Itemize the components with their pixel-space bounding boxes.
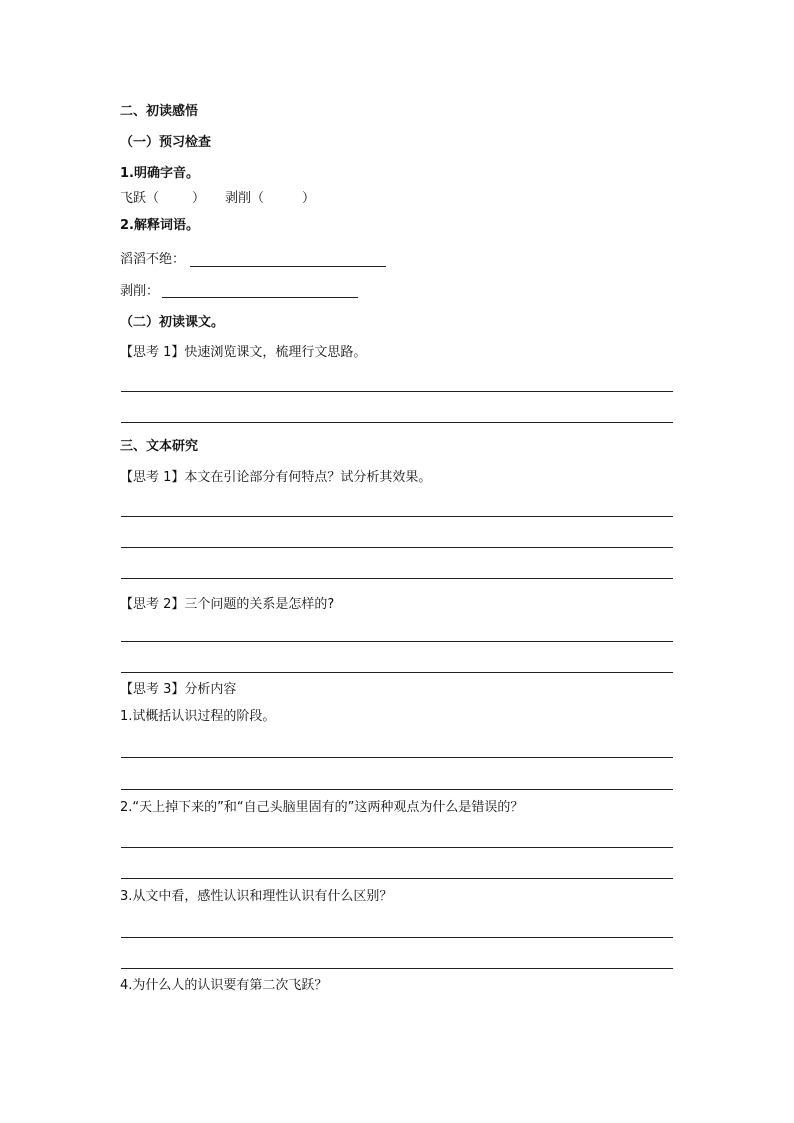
subheading-first-reading: （二）初读课文。 (120, 315, 225, 330)
section-heading-initial-reading: 二、初读感悟 (120, 104, 199, 119)
word-boxue: 剥削（ (225, 191, 265, 206)
word-feiyue-close: ） (192, 191, 206, 206)
word-feiyue: 飞跃（ (120, 191, 160, 206)
answer-line-term2[interactable] (162, 297, 358, 298)
think-1-outline: 【思考 1】快速浏览课文，梳理行文思路。 (120, 345, 367, 360)
answer-line[interactable] (121, 391, 673, 392)
answer-line-term1[interactable] (190, 266, 386, 267)
word-boxue-close: ） (302, 191, 316, 206)
section-heading-text-study: 三、文本研究 (120, 439, 199, 454)
answer-line[interactable] (121, 789, 673, 790)
item-4-second-leap: 4.为什么人的认识要有第二次飞跃？ (120, 978, 328, 993)
answer-line[interactable] (121, 968, 673, 969)
item-2-wrong-views: 2.“天上掉下来的”和“自己头脑里固有的”这两种观点为什么是错误的？ (120, 800, 524, 815)
answer-line[interactable] (121, 641, 673, 642)
subheading-preview-check: （一）预习检查 (120, 135, 212, 150)
question-pronunciation: 1.明确字音。 (120, 166, 199, 181)
answer-line[interactable] (121, 516, 673, 517)
term-boxue: 剥削： (120, 284, 160, 299)
answer-line[interactable] (121, 672, 673, 673)
item-3-difference: 3.从文中看，感性认识和理性认识有什么区别？ (120, 889, 393, 904)
answer-line[interactable] (121, 578, 673, 579)
answer-line[interactable] (121, 937, 673, 938)
term-taotaobujue: 滔滔不绝： (120, 252, 186, 267)
think-3-analysis: 【思考 3】分析内容 (120, 682, 237, 697)
answer-line[interactable] (121, 422, 673, 423)
answer-line[interactable] (121, 757, 673, 758)
think-1-introduction: 【思考 1】本文在引论部分有何特点？试分析其效果。 (120, 470, 432, 485)
answer-line[interactable] (121, 847, 673, 848)
answer-line[interactable] (121, 878, 673, 879)
question-explain-words: 2.解释词语。 (120, 218, 199, 233)
item-1-stages: 1.试概括认识过程的阶段。 (120, 709, 276, 724)
answer-line[interactable] (121, 547, 673, 548)
think-2-relationship: 【思考 2】三个问题的关系是怎样的? (120, 597, 335, 612)
